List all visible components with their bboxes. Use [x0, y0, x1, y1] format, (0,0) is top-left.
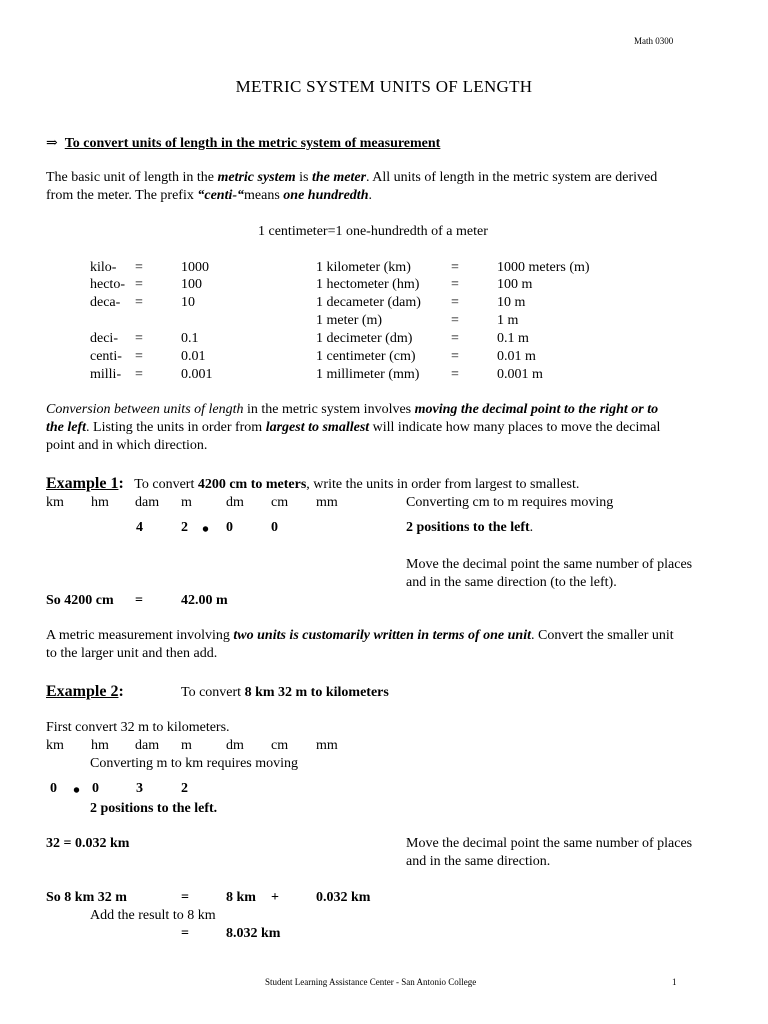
- unit-label: cm: [271, 495, 289, 510]
- unit-label: dam: [135, 495, 160, 510]
- prefix: centi-: [90, 349, 122, 364]
- digit: 2: [181, 520, 188, 535]
- unit-label: mm: [316, 738, 338, 753]
- digit: 0: [271, 520, 278, 535]
- equals: =: [451, 331, 459, 346]
- factor: 0.01: [181, 349, 206, 364]
- digit: 0: [226, 520, 233, 535]
- example-1-result-lhs: So 4200 cm: [46, 593, 114, 608]
- page-number: 1: [672, 977, 677, 987]
- unit-label: mm: [316, 495, 338, 510]
- factor: 10: [181, 295, 195, 310]
- example-2-so-b: 0.032 km: [316, 890, 371, 905]
- equals: =: [451, 313, 459, 328]
- factor: 0.1: [181, 331, 199, 346]
- example-1-result-equals: =: [135, 593, 143, 608]
- example-1-move-line-1: Move the decimal point the same number of places: [406, 557, 693, 572]
- unit-label: hm: [91, 738, 109, 753]
- factor: 100: [181, 277, 202, 292]
- intro-line-2: from the meter. The prefix “centi-“means one hundredth.: [46, 188, 372, 203]
- digit: 3: [136, 781, 143, 796]
- example-2-move-line-2: and in the same direction.: [406, 854, 551, 869]
- example-1-positions: 2 positions to the left.: [406, 520, 534, 535]
- equals: =: [135, 295, 143, 310]
- unit-label: km: [46, 738, 64, 753]
- digit: 2: [181, 781, 188, 796]
- equals: =: [135, 367, 143, 382]
- equals: =: [451, 260, 459, 275]
- unit-label: dm: [226, 738, 244, 753]
- unit-label: m: [181, 738, 192, 753]
- page-title: METRIC SYSTEM UNITS OF LENGTH: [235, 77, 533, 96]
- meters-value: 0.1 m: [497, 331, 529, 346]
- conversion-line-1: Conversion between units of length in the metric system involves moving the decimal point to the right or to: [46, 402, 659, 417]
- unit-name: 1 meter (m): [316, 313, 383, 328]
- example-1-moving: Converting cm to m requires moving: [406, 495, 614, 510]
- meters-value: 1000 meters (m): [497, 260, 590, 275]
- example-1-heading: Example 1: To convert 4200 cm to meters, write the units in order from largest to smallest.: [46, 475, 580, 492]
- example-2-heading: Example 2:: [46, 683, 124, 700]
- unit-label: m: [181, 495, 192, 510]
- meters-value: 100 m: [497, 277, 533, 292]
- unit-name: 1 decameter (dam): [316, 295, 421, 310]
- example-2-final: 8.032 km: [226, 926, 281, 941]
- example-2-so-a: 8 km: [226, 890, 256, 905]
- unit-name: 1 decimeter (dm): [316, 331, 413, 346]
- example-1-result-rhs: 42.00 m: [181, 593, 228, 608]
- intro-line-1: The basic unit of length in the metric system is the meter. All units of length in the metric system are derived: [46, 170, 658, 185]
- prefix: deca-: [90, 295, 121, 310]
- example-2-task: To convert 8 km 32 m to kilometers: [181, 685, 389, 700]
- meters-value: 10 m: [497, 295, 526, 310]
- unit-name: 1 millimeter (mm): [316, 367, 420, 382]
- equals: =: [135, 260, 143, 275]
- unit-name: 1 kilometer (km): [316, 260, 411, 275]
- example-2-moving: Converting m to km requires moving: [90, 756, 299, 771]
- digit: 4: [136, 520, 143, 535]
- meters-value: 0.001 m: [497, 367, 543, 382]
- arrow-icon: ⇒: [46, 136, 58, 151]
- centimeter-definition: 1 centimeter=1 one-hundredth of a meter: [258, 224, 488, 239]
- prefix: kilo-: [90, 260, 117, 275]
- example-1-move-line-2: and in the same direction (to the left).: [406, 575, 617, 590]
- two-units-line-1: A metric measurement involving two units is customarily written in terms of one unit. Convert the smaller unit: [46, 628, 674, 643]
- prefix: deci-: [90, 331, 118, 346]
- example-2-positions: 2 positions to the left.: [90, 801, 218, 816]
- example-2-so-lhs: So 8 km 32 m: [46, 890, 127, 905]
- two-units-line-2: to the larger unit and then add.: [46, 646, 218, 661]
- unit-label: dam: [135, 738, 160, 753]
- unit-name: 1 centimeter (cm): [316, 349, 416, 364]
- unit-label: km: [46, 495, 64, 510]
- digit: 0: [92, 781, 99, 796]
- conversion-line-3: point and in which direction.: [46, 438, 208, 453]
- example-2-so-plus: +: [271, 890, 279, 905]
- example-2-final-equals: =: [181, 926, 189, 941]
- example-2-calc: 32 = 0.032 km: [46, 836, 130, 851]
- example-2-add: Add the result to 8 km: [90, 908, 216, 923]
- digit: 0: [50, 781, 57, 796]
- factor: 0.001: [181, 367, 213, 382]
- unit-label: cm: [271, 738, 289, 753]
- equals: =: [135, 277, 143, 292]
- equals: =: [135, 331, 143, 346]
- decimal-point: •: [202, 519, 210, 541]
- example-2-label: Example 2: [46, 683, 119, 700]
- equals: =: [451, 349, 459, 364]
- prefix: hecto-: [90, 277, 125, 292]
- meters-value: 0.01 m: [497, 349, 536, 364]
- conversion-line-2: the left. Listing the units in order from largest to smallest will indicate how many places to move the decimal: [46, 420, 661, 435]
- meters-value: 1 m: [497, 313, 519, 328]
- course-code: Math 0300: [634, 36, 674, 46]
- example-2-move-line-1: Move the decimal point the same number of places: [406, 836, 693, 851]
- example-1-label: Example 1: [46, 475, 119, 492]
- decimal-point: •: [73, 780, 81, 802]
- example-2-first: First convert 32 m to kilometers.: [46, 720, 230, 735]
- factor: 1000: [181, 260, 209, 275]
- section-heading-text: To convert units of length in the metric system of measurement: [64, 136, 441, 151]
- example-2-so-equals: =: [181, 890, 189, 905]
- unit-label: hm: [91, 495, 109, 510]
- equals: =: [451, 295, 459, 310]
- equals: =: [135, 349, 143, 364]
- footer-center: Student Learning Assistance Center - San Antonio College: [265, 977, 477, 987]
- unit-label: dm: [226, 495, 244, 510]
- prefix: milli-: [90, 367, 122, 382]
- equals: =: [451, 277, 459, 292]
- unit-name: 1 hectometer (hm): [316, 277, 420, 292]
- equals: =: [451, 367, 459, 382]
- section-heading: [46, 137, 440, 151]
